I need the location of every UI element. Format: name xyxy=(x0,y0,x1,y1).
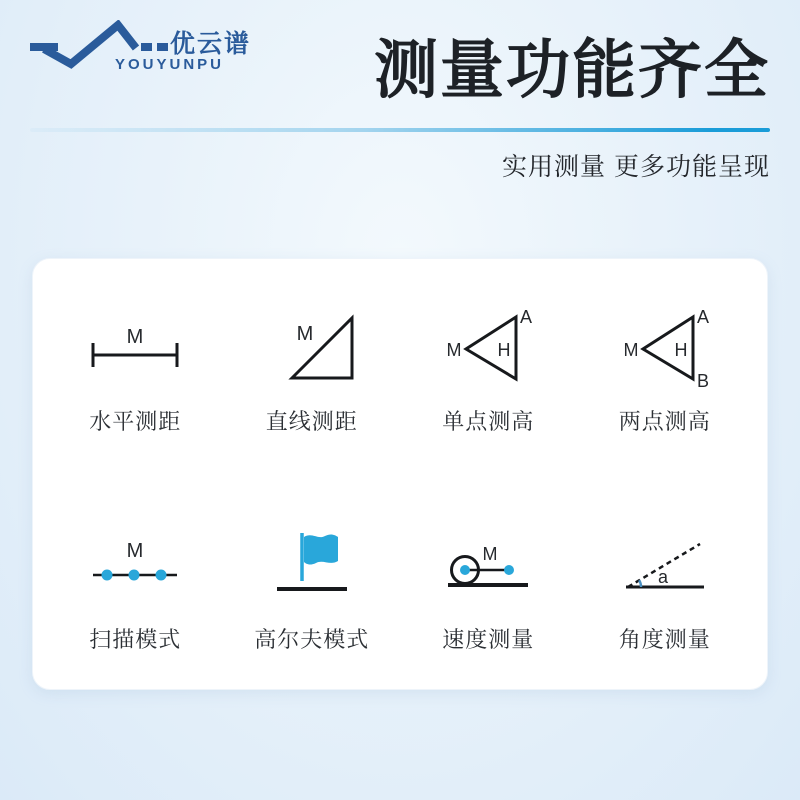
feature-speed-measure xyxy=(400,511,577,689)
speed-measure-icon xyxy=(428,511,548,621)
feature-label: 高尔夫模式 xyxy=(254,627,370,652)
svg-text:A: A xyxy=(696,307,709,327)
svg-text:M: M xyxy=(623,340,639,360)
svg-text:H: H xyxy=(497,340,511,360)
svg-text:M: M xyxy=(296,323,314,345)
svg-text:M: M xyxy=(126,326,144,348)
feature-label: 直线测距 xyxy=(265,409,358,434)
feature-label: 单点测高 xyxy=(442,409,535,434)
svg-text:H: H xyxy=(674,340,688,360)
svg-text:A: A xyxy=(520,307,533,327)
feature-line-distance xyxy=(224,293,401,471)
header-divider-line xyxy=(30,128,770,132)
feature-golf-mode xyxy=(224,511,401,689)
feature-label: 两点测高 xyxy=(618,409,711,434)
scan-mode-icon xyxy=(75,511,195,621)
features-card xyxy=(32,258,768,690)
feature-label: 速度测量 xyxy=(442,627,535,652)
svg-text:M: M xyxy=(126,540,144,562)
angle-measure-icon xyxy=(605,511,725,621)
svg-text:M: M xyxy=(482,544,498,564)
brand-logo xyxy=(28,20,258,74)
brand-name-cn: 优云谱 xyxy=(170,30,252,58)
feature-label: 扫描模式 xyxy=(89,627,182,652)
page-subtitle: 实用测量 更多功能呈现 xyxy=(502,153,770,181)
horizontal-distance-icon xyxy=(75,293,195,403)
brand-name-en: YOUYUNPU xyxy=(115,56,225,73)
feature-label: 水平测距 xyxy=(89,409,182,434)
two-point-height-icon xyxy=(605,293,725,403)
feature-scan-mode xyxy=(47,511,224,689)
single-point-height-icon xyxy=(428,293,548,403)
svg-text:a: a xyxy=(657,567,668,587)
feature-horizontal-distance xyxy=(47,293,224,471)
svg-text:M: M xyxy=(446,340,462,360)
feature-single-point-height xyxy=(400,293,577,471)
feature-label: 角度测量 xyxy=(618,627,711,652)
feature-two-point-height xyxy=(577,293,754,471)
line-distance-icon xyxy=(252,293,372,403)
svg-text:B: B xyxy=(696,371,709,391)
golf-flag-icon xyxy=(252,511,372,621)
feature-angle-measure xyxy=(577,511,754,689)
page-title: 测量功能齐全 xyxy=(374,34,770,106)
